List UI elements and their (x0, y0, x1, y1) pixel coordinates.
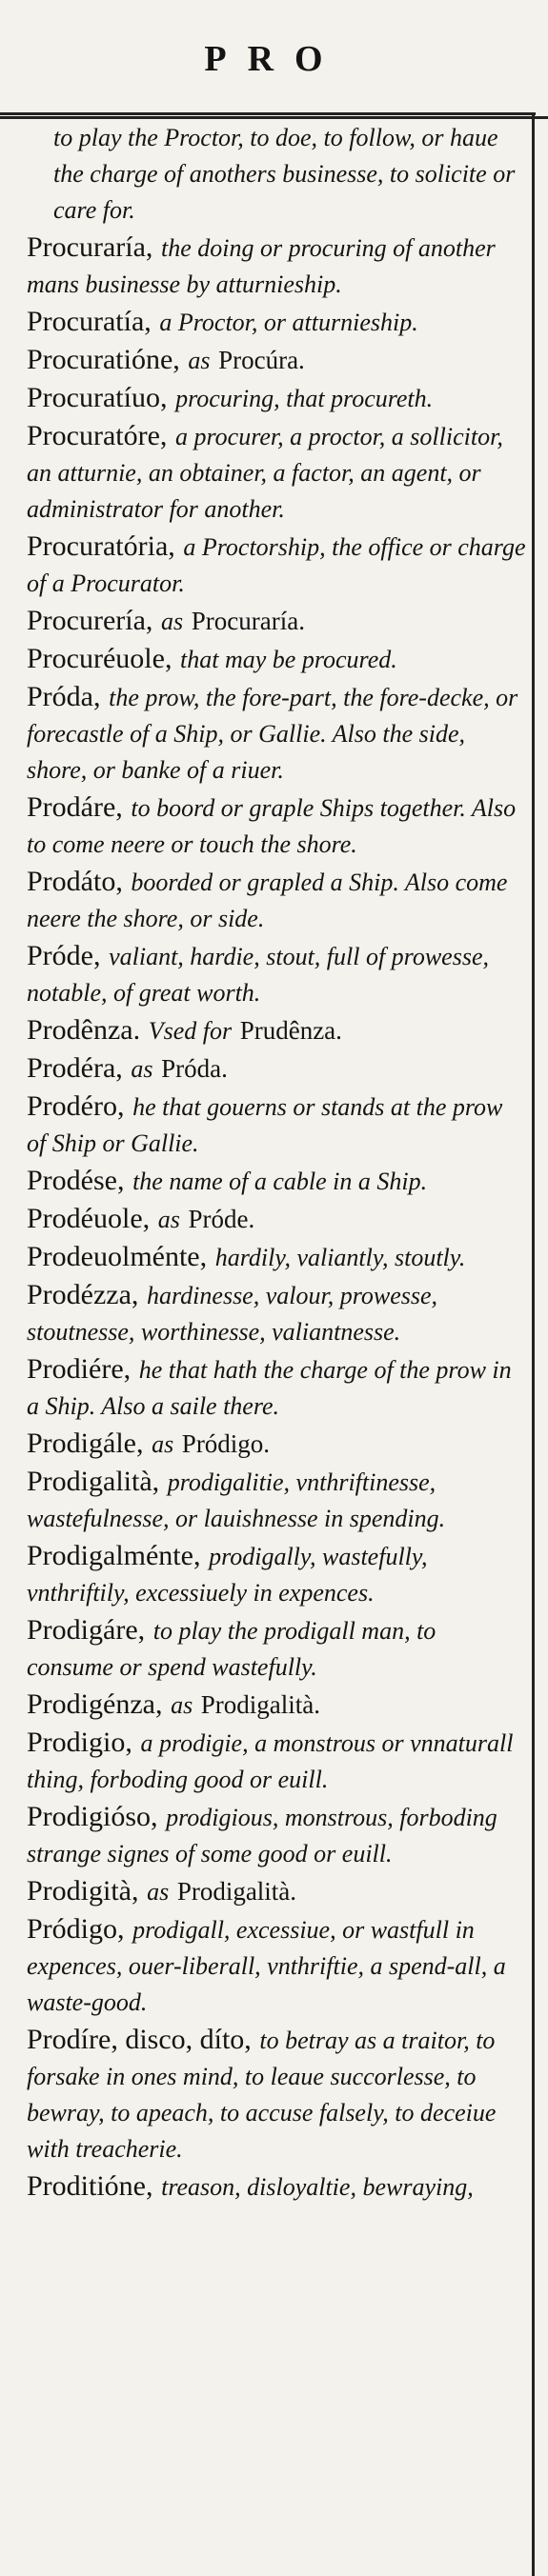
entry-headword: Prodézza, (27, 1279, 139, 1310)
entry-definition: the prow, the fore-part, the fore-decke, or forecastle of a Ship, or Gallie. Also the side, shore, or banke of a riuer. (27, 684, 518, 784)
running-head: PRO (204, 39, 344, 79)
entry-definition: prodigalitie, vnthriftinesse, wastefulnesse, or lauishnesse in spending. (27, 1468, 446, 1532)
entry-definition: a Proctor, or atturnieship. (159, 309, 418, 336)
entry-definition: that may be procured. (180, 646, 397, 673)
dictionary-entry (27, 342, 527, 380)
entry-headword: Prodáre, (27, 791, 123, 823)
dictionary-entry (27, 120, 527, 230)
dictionary-entry (27, 304, 527, 342)
entry-headword: Procuratóre, (27, 420, 168, 451)
entry-definition: to play the Proctor, to doe, to follow, or haue the charge of anothers businesse, to solicite or care for. (53, 124, 516, 224)
dictionary-entry (27, 2168, 527, 2207)
entry-headword: Pródigo, (27, 1913, 125, 1945)
entry-definition: as (161, 608, 184, 635)
entry-headword: Proditióne, (27, 2170, 153, 2202)
entry-definition: as (152, 1430, 174, 1458)
entry-headword: Prodeuolménte, (27, 1241, 208, 1272)
entry-definition: a Proctorship, the office or charge of a Procurator. (27, 533, 526, 597)
entry-definition: hardily, valiantly, stoutly. (214, 1244, 466, 1271)
entry-definition: boorded or grapled a Ship. Also come neere the shore, or side. (27, 869, 508, 932)
entry-headword: Prodigalménte, (27, 1540, 201, 1571)
entry-definition: he that gouerns or stands at the prow of Ship or Gallie. (27, 1093, 503, 1157)
dictionary-entry (27, 1050, 527, 1088)
entry-headword: Prodigióso, (27, 1801, 158, 1832)
page-header (0, 0, 548, 119)
entry-definition: valiant, hardie, stout, full of prowesse, notable, of great worth. (27, 943, 489, 1007)
entry-headword: Prodigáre, (27, 1614, 146, 1646)
dictionary-entry (27, 603, 527, 641)
entry-headword: Próda, (27, 681, 101, 712)
dictionary-entry (27, 1725, 527, 1799)
dictionary-column (27, 120, 527, 2207)
entry-headword: Prodéro, (27, 1090, 125, 1122)
entry-headword: Prodênza. (27, 1014, 141, 1046)
entry-headword: Procuratíuo, (27, 382, 168, 413)
entry-headword: Prodigalità, (27, 1466, 160, 1497)
entry-definition: as (131, 1055, 153, 1083)
entry-headword: Prodigità, (27, 1875, 139, 1907)
entry-headword: Prodíre, disco, díto, (27, 2024, 252, 2055)
entry-definition: hardinesse, valour, prowesse, stoutnesse, worthinesse, valiantnesse. (27, 1282, 438, 1346)
dictionary-entry (27, 418, 527, 529)
entry-headword: Procuréuole, (27, 643, 173, 674)
dictionary-entry (27, 679, 527, 789)
entry-cross-reference: Pródigo. (181, 1429, 271, 1458)
entry-headword: Procuratía, (27, 306, 152, 337)
entry-definition: procuring, that procureth. (175, 385, 434, 412)
entry-definition: prodigious, monstrous, forboding strange signes of some good or euill. (27, 1804, 497, 1867)
dictionary-entry (27, 1088, 527, 1163)
entry-definition: as (157, 1206, 180, 1233)
dictionary-entry (27, 1464, 527, 1538)
dictionary-entry (27, 1873, 527, 1911)
dictionary-entry (27, 938, 527, 1012)
entry-headword: Procurería, (27, 605, 153, 636)
entry-headword: Prodigále, (27, 1428, 144, 1459)
dictionary-entry (27, 864, 527, 938)
dictionary-entry (27, 1538, 527, 1612)
entry-cross-reference: Próda. (161, 1054, 228, 1083)
entry-definition: the name of a cable in a Ship. (132, 1168, 428, 1195)
dictionary-entry (27, 1012, 527, 1050)
entry-cross-reference: Procúra. (218, 346, 305, 374)
entry-definition: as (171, 1691, 193, 1719)
entry-definition: to betray as a traitor, to forsake in ones mind, to leaue succorlesse, to bewray, to apeach, to accuse falsely, to deceiue with treacherie. (27, 2027, 497, 2163)
dictionary-entry (27, 380, 527, 418)
dictionary-entry (27, 1351, 527, 1426)
entry-headword: Próde, (27, 940, 101, 971)
entry-headword: Prodéra, (27, 1052, 123, 1084)
dictionary-entry (27, 1201, 527, 1239)
dictionary-entry (27, 2022, 527, 2168)
dictionary-entry (27, 1163, 527, 1201)
dictionary-entry (27, 789, 527, 864)
entry-definition: to play the prodigall man, to consume or spend wastefully. (27, 1617, 436, 1681)
dictionary-entry (27, 1277, 527, 1351)
entry-cross-reference: Prudênza. (239, 1016, 342, 1045)
dictionary-entry (27, 529, 527, 603)
dictionary-entry (27, 1687, 527, 1725)
dictionary-entry (27, 1612, 527, 1687)
entry-cross-reference: Prodigalità. (200, 1690, 321, 1719)
entry-cross-reference: Procuraría. (191, 607, 305, 635)
dictionary-entry (27, 230, 527, 304)
entry-headword: Procuraría, (27, 231, 153, 263)
entry-cross-reference: Prodigalità. (176, 1877, 297, 1906)
column-rule (532, 112, 535, 2576)
entry-definition: to boord or graple Ships together. Also to come neere or touch the shore. (27, 794, 517, 858)
dictionary-entry (27, 641, 527, 679)
entry-headword: Procuratióne, (27, 344, 180, 375)
entry-definition: prodigally, wastefully, vnthriftily, excessiuely in expences. (27, 1543, 428, 1607)
header-rule (0, 112, 536, 115)
entry-definition: treason, disloyaltie, bewraying, (161, 2173, 474, 2201)
entry-definition: he that hath the charge of the prow in a Ship. Also a saile there. (27, 1356, 512, 1420)
entry-headword: Prodigénza, (27, 1688, 163, 1720)
entry-headword: Prodáto, (27, 866, 123, 897)
entry-definition: the doing or procuring of another mans businesse by atturnieship. (27, 234, 496, 298)
dictionary-entry (27, 1799, 527, 1873)
dictionary-entry (27, 1426, 527, 1464)
dictionary-entry (27, 1239, 527, 1277)
entry-definition: as (188, 347, 211, 374)
entry-definition: a procurer, a proctor, a sollicitor, an atturnie, an obtainer, a factor, an agent, or administrator for another. (27, 423, 503, 523)
dictionary-entry (27, 1911, 527, 2022)
entry-headword: Prodiére, (27, 1353, 132, 1385)
entry-cross-reference: Próde. (188, 1205, 255, 1233)
entry-definition: prodigall, excessiue, or wastfull in expences, ouer-liberall, vnthriftie, a spend-all, a waste-good. (27, 1916, 506, 2016)
entry-headword: Prodéuole, (27, 1203, 151, 1234)
entry-headword: Prodése, (27, 1165, 125, 1196)
entry-definition: as (147, 1878, 170, 1906)
entry-headword: Procuratória, (27, 530, 175, 562)
entry-headword: Prodigio, (27, 1727, 132, 1758)
entry-definition: a prodigie, a monstrous or vnnaturall thing, forboding good or euill. (27, 1729, 514, 1793)
entry-definition: Vsed for (148, 1017, 233, 1045)
